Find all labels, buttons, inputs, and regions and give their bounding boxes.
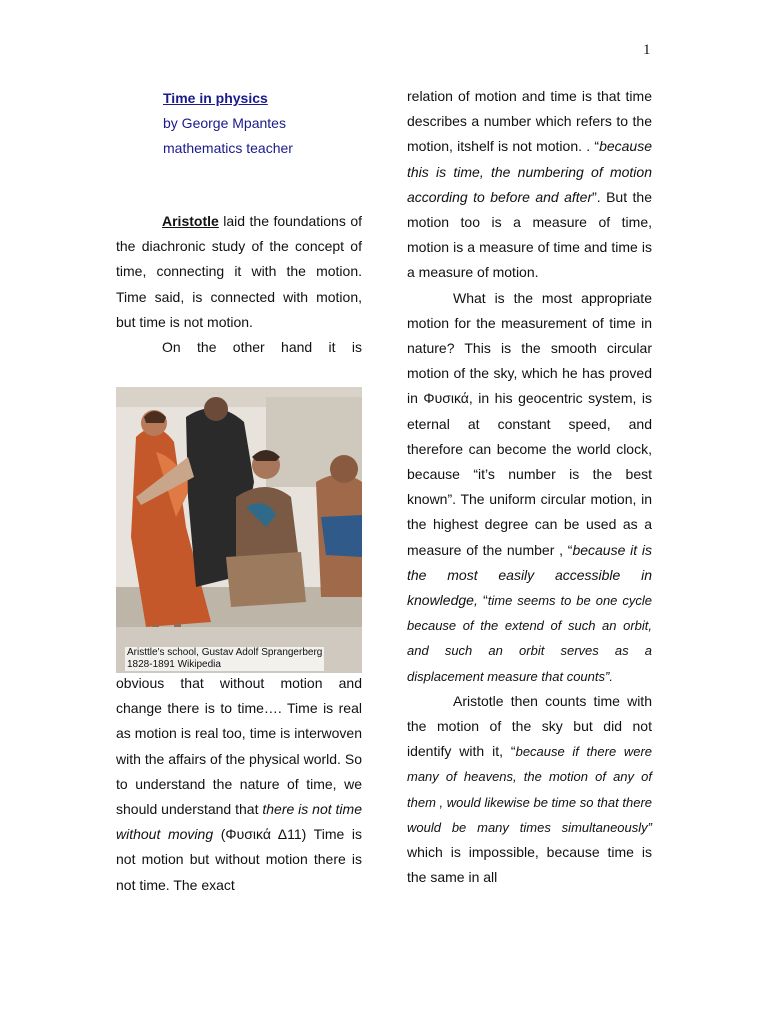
paragraph-text: obvious that without motion and change there is to time…. Time is real as motion is real too, time is interwoven with the affairs of the physical world. So to understand the nature of time, we should understand that — [116, 675, 362, 818]
left-column-bottom — [116, 671, 362, 898]
right-column — [407, 84, 652, 891]
figure-caption — [125, 647, 324, 671]
paragraph-text: “ — [477, 592, 488, 609]
paragraph-text: What is the most appropriate motion for the measurement of time in nature? This is the smooth circular motion of the sky, which he has proved in Φυσικά, in his geocentric system, is eternal at constant speed, and therefore can become the world clock, because “it’s number is the best known”. The uniform circular motion, in the highest degree can be used as a measure of the number , “ — [407, 289, 652, 558]
paragraph-text: laid the foundations of the diachronic study of the concept of time, connecting it with the motion. Time said, is connected with motion, but time is not motion. — [116, 213, 362, 330]
quote-text: time seems to be one cycle because of the extend of such an orbit, and such an orbit serves as a displacement measure that counts”. — [407, 593, 652, 684]
paragraph-appropriate-motion — [407, 286, 652, 689]
paragraph-continued — [116, 671, 362, 898]
caption-line: Aristtle's school, Gustav Adolf Sprangerberg — [127, 647, 323, 658]
paragraph-text: (Φυσικά Δ11) Time is not motion but without motion there is not time. The exact — [116, 826, 362, 893]
painting-image — [116, 387, 362, 673]
paragraph-text: On the other hand it is — [162, 339, 362, 356]
paragraph-text: Aristotle then counts time with the motion of the sky but did not identify with it, “ — [407, 692, 652, 760]
painting-figure — [116, 387, 362, 673]
paragraph-other-hand — [116, 335, 362, 360]
paragraph-text: relation of motion and time is that time describes a number which refers to the motion, itshelf is not motion. . “ — [407, 88, 652, 155]
paragraph-aristotle — [116, 209, 362, 335]
caption-line: 1828-1891 Wikipedia — [127, 659, 221, 670]
author-line: by George Mpantes — [163, 115, 286, 131]
paragraph-text: which is impossible, because time is the same in all — [407, 844, 652, 886]
aristotle-name: Aristotle — [162, 213, 219, 229]
page-number: 1 — [643, 42, 651, 58]
author-role: mathematics teacher — [163, 140, 293, 156]
left-column-top — [116, 209, 362, 360]
title-block — [163, 86, 363, 161]
paragraph-relation — [407, 84, 652, 286]
paragraph-text: ”. But the motion too is a measure of time, motion is a measure of time and time is a measure of motion. — [407, 188, 652, 281]
emphasis-text: there is not time without moving — [116, 801, 362, 843]
quote-text: because if there were many of heavens, the motion of any of them , would likewise be time so that there would be many times simultaneously” — [407, 744, 652, 835]
page-title[interactable]: Time in physics — [163, 90, 268, 106]
paragraph-aristotle-counts — [407, 689, 652, 891]
quote-text: because this is time, the numbering of motion according to before and after — [407, 138, 652, 205]
quote-text: because it is the most easily accessible in knowledge, — [407, 541, 652, 609]
